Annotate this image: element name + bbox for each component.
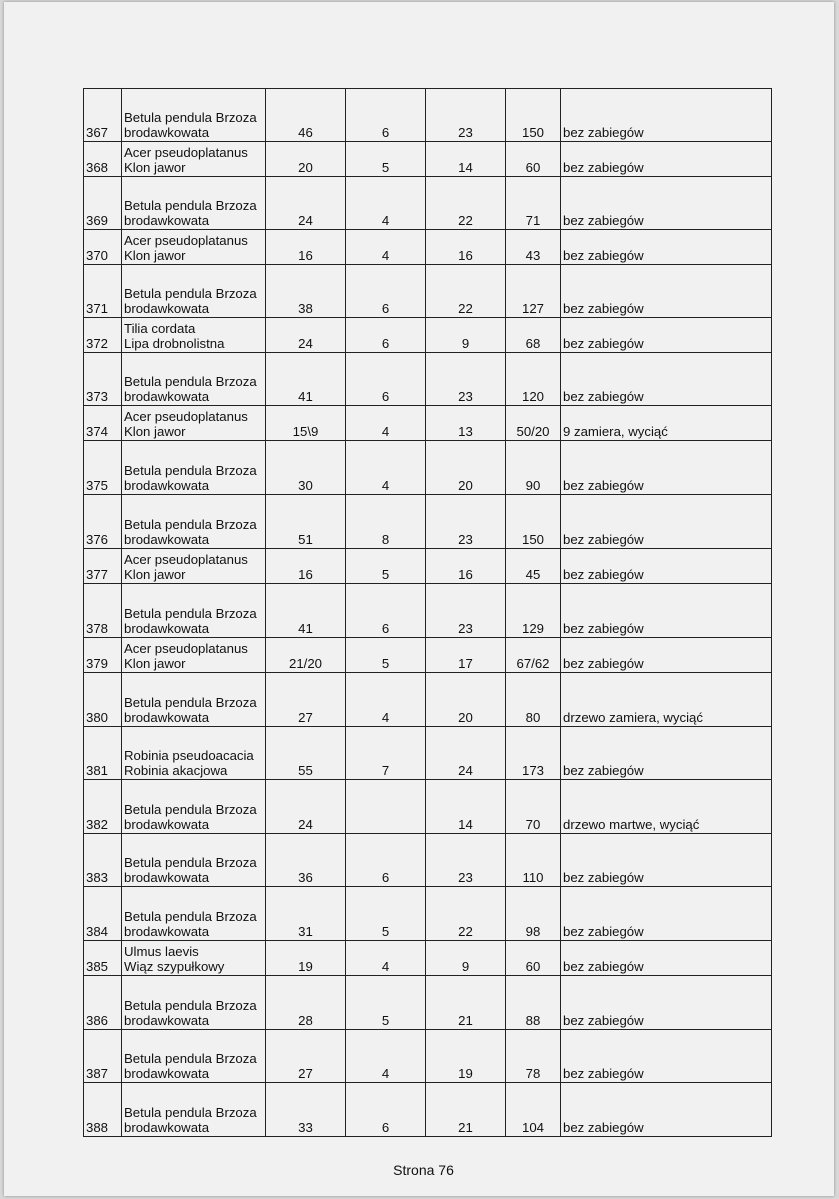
trunk-circumference-cell: 55 bbox=[266, 727, 346, 780]
table-row bbox=[84, 673, 772, 727]
trunk-circumference-cell: 15\9 bbox=[266, 406, 346, 441]
perimeter-value-cell: 110 bbox=[506, 834, 561, 887]
table-row bbox=[84, 1030, 772, 1083]
species-polish-name: brodawkowata bbox=[124, 125, 210, 140]
trunk-circumference-cell: 19 bbox=[266, 941, 346, 976]
species-cell bbox=[122, 1030, 266, 1083]
species-cell bbox=[122, 638, 266, 673]
page-number: Strona 76 bbox=[393, 1162, 454, 1178]
perimeter-value-cell: 45 bbox=[506, 549, 561, 584]
species-cell bbox=[122, 780, 266, 834]
crown-diameter-cell: 23 bbox=[426, 584, 506, 638]
treatment-note-cell: 9 zamiera, wyciąć bbox=[561, 406, 772, 441]
tree-height-cell: 6 bbox=[346, 318, 426, 353]
perimeter-value-cell: 173 bbox=[506, 727, 561, 780]
tree-height-cell: 5 bbox=[346, 976, 426, 1030]
trunk-circumference-cell: 20 bbox=[266, 142, 346, 177]
tree-inventory-table bbox=[83, 88, 772, 1137]
species-polish-name: brodawkowata bbox=[124, 213, 210, 228]
species-cell bbox=[122, 1083, 266, 1137]
treatment-note-cell: bez zabiegów bbox=[561, 318, 772, 353]
perimeter-value-cell: 60 bbox=[506, 142, 561, 177]
table-row bbox=[84, 941, 772, 976]
species-polish-name: brodawkowata bbox=[124, 621, 210, 636]
perimeter-value-cell: 60 bbox=[506, 941, 561, 976]
perimeter-value-cell: 88 bbox=[506, 976, 561, 1030]
tree-number-cell: 387 bbox=[84, 1030, 122, 1083]
treatment-note-cell: bez zabiegów bbox=[561, 1030, 772, 1083]
tree-number-cell: 388 bbox=[84, 1083, 122, 1137]
species-latin-name: Acer pseudoplatanus bbox=[124, 552, 248, 567]
perimeter-value-cell: 67/62 bbox=[506, 638, 561, 673]
tree-height-cell: 6 bbox=[346, 353, 426, 406]
species-latin-name: Betula pendula Brzoza bbox=[124, 606, 257, 621]
table-row bbox=[84, 265, 772, 318]
treatment-note-cell: bez zabiegów bbox=[561, 177, 772, 230]
trunk-circumference-cell: 27 bbox=[266, 673, 346, 727]
table-row bbox=[84, 1083, 772, 1137]
species-polish-name: Klon jawor bbox=[124, 567, 186, 582]
species-polish-name: brodawkowata bbox=[124, 389, 210, 404]
trunk-circumference-cell: 31 bbox=[266, 887, 346, 941]
species-cell bbox=[122, 230, 266, 265]
tree-height-cell: 4 bbox=[346, 230, 426, 265]
treatment-note-cell: bez zabiegów bbox=[561, 584, 772, 638]
tree-height-cell: 6 bbox=[346, 1083, 426, 1137]
tree-height-cell: 5 bbox=[346, 638, 426, 673]
species-latin-name: Betula pendula Brzoza bbox=[124, 286, 257, 301]
species-cell bbox=[122, 727, 266, 780]
table-row bbox=[84, 353, 772, 406]
tree-height-cell: 6 bbox=[346, 834, 426, 887]
treatment-note-cell: bez zabiegów bbox=[561, 265, 772, 318]
species-polish-name: brodawkowata bbox=[124, 924, 210, 939]
table-row bbox=[84, 887, 772, 941]
perimeter-value-cell: 68 bbox=[506, 318, 561, 353]
trunk-circumference-cell: 30 bbox=[266, 441, 346, 495]
crown-diameter-cell: 9 bbox=[426, 318, 506, 353]
table-row bbox=[84, 318, 772, 353]
table-row bbox=[84, 89, 772, 142]
crown-diameter-cell: 13 bbox=[426, 406, 506, 441]
species-cell bbox=[122, 177, 266, 230]
treatment-note-cell: bez zabiegów bbox=[561, 638, 772, 673]
species-polish-name: brodawkowata bbox=[124, 817, 210, 832]
crown-diameter-cell: 24 bbox=[426, 727, 506, 780]
tree-number-cell: 378 bbox=[84, 584, 122, 638]
treatment-note-cell: bez zabiegów bbox=[561, 887, 772, 941]
treatment-note-cell: bez zabiegów bbox=[561, 549, 772, 584]
treatment-note-cell: bez zabiegów bbox=[561, 441, 772, 495]
trunk-circumference-cell: 21/20 bbox=[266, 638, 346, 673]
crown-diameter-cell: 14 bbox=[426, 142, 506, 177]
species-polish-name: brodawkowata bbox=[124, 1066, 210, 1081]
perimeter-value-cell: 90 bbox=[506, 441, 561, 495]
species-latin-name: Betula pendula Brzoza bbox=[124, 463, 257, 478]
table-row bbox=[84, 230, 772, 265]
crown-diameter-cell: 20 bbox=[426, 441, 506, 495]
crown-diameter-cell: 20 bbox=[426, 673, 506, 727]
crown-diameter-cell: 23 bbox=[426, 89, 506, 142]
trunk-circumference-cell: 36 bbox=[266, 834, 346, 887]
table-row bbox=[84, 780, 772, 834]
species-cell bbox=[122, 976, 266, 1030]
trunk-circumference-cell: 28 bbox=[266, 976, 346, 1030]
table-row bbox=[84, 584, 772, 638]
species-cell bbox=[122, 941, 266, 976]
perimeter-value-cell: 78 bbox=[506, 1030, 561, 1083]
crown-diameter-cell: 19 bbox=[426, 1030, 506, 1083]
perimeter-value-cell: 120 bbox=[506, 353, 561, 406]
tree-number-cell: 376 bbox=[84, 495, 122, 549]
species-cell bbox=[122, 142, 266, 177]
trunk-circumference-cell: 16 bbox=[266, 549, 346, 584]
tree-number-cell: 385 bbox=[84, 941, 122, 976]
species-polish-name: Klon jawor bbox=[124, 424, 186, 439]
species-latin-name: Acer pseudoplatanus bbox=[124, 409, 248, 424]
table-row bbox=[84, 834, 772, 887]
crown-diameter-cell: 9 bbox=[426, 941, 506, 976]
trunk-circumference-cell: 16 bbox=[266, 230, 346, 265]
table-row bbox=[84, 727, 772, 780]
treatment-note-cell: bez zabiegów bbox=[561, 495, 772, 549]
document-page bbox=[4, 2, 834, 1196]
tree-number-cell: 374 bbox=[84, 406, 122, 441]
table-row bbox=[84, 976, 772, 1030]
species-cell bbox=[122, 673, 266, 727]
tree-height-cell: 6 bbox=[346, 89, 426, 142]
tree-height-cell: 4 bbox=[346, 177, 426, 230]
tree-number-cell: 367 bbox=[84, 89, 122, 142]
species-polish-name: brodawkowata bbox=[124, 532, 210, 547]
crown-diameter-cell: 23 bbox=[426, 353, 506, 406]
tree-number-cell: 373 bbox=[84, 353, 122, 406]
table-row bbox=[84, 142, 772, 177]
perimeter-value-cell: 50/20 bbox=[506, 406, 561, 441]
tree-number-cell: 368 bbox=[84, 142, 122, 177]
tree-height-cell: 6 bbox=[346, 265, 426, 318]
tree-number-cell: 370 bbox=[84, 230, 122, 265]
crown-diameter-cell: 16 bbox=[426, 230, 506, 265]
species-polish-name: brodawkowata bbox=[124, 870, 210, 885]
trunk-circumference-cell: 24 bbox=[266, 780, 346, 834]
tree-number-cell: 382 bbox=[84, 780, 122, 834]
tree-number-cell: 384 bbox=[84, 887, 122, 941]
species-cell bbox=[122, 887, 266, 941]
species-polish-name: brodawkowata bbox=[124, 1120, 210, 1135]
species-latin-name: Ulmus laevis bbox=[124, 944, 199, 959]
perimeter-value-cell: 43 bbox=[506, 230, 561, 265]
species-latin-name: Acer pseudoplatanus bbox=[124, 233, 248, 248]
trunk-circumference-cell: 38 bbox=[266, 265, 346, 318]
tree-height-cell: 4 bbox=[346, 673, 426, 727]
species-cell bbox=[122, 353, 266, 406]
treatment-note-cell: bez zabiegów bbox=[561, 142, 772, 177]
treatment-note-cell: bez zabiegów bbox=[561, 1083, 772, 1137]
trunk-circumference-cell: 46 bbox=[266, 89, 346, 142]
species-polish-name: Lipa drobnolistna bbox=[124, 336, 225, 351]
species-cell bbox=[122, 406, 266, 441]
species-latin-name: Betula pendula Brzoza bbox=[124, 802, 257, 817]
crown-diameter-cell: 22 bbox=[426, 177, 506, 230]
tree-height-cell: 6 bbox=[346, 584, 426, 638]
table-row bbox=[84, 549, 772, 584]
species-cell bbox=[122, 318, 266, 353]
perimeter-value-cell: 80 bbox=[506, 673, 561, 727]
species-cell bbox=[122, 89, 266, 142]
tree-number-cell: 380 bbox=[84, 673, 122, 727]
treatment-note-cell: drzewo zamiera, wyciąć bbox=[561, 673, 772, 727]
species-latin-name: Acer pseudoplatanus bbox=[124, 145, 248, 160]
crown-diameter-cell: 21 bbox=[426, 976, 506, 1030]
tree-height-cell: 4 bbox=[346, 941, 426, 976]
perimeter-value-cell: 129 bbox=[506, 584, 561, 638]
tree-height-cell: 4 bbox=[346, 1030, 426, 1083]
table-row bbox=[84, 638, 772, 673]
species-cell bbox=[122, 834, 266, 887]
species-latin-name: Betula pendula Brzoza bbox=[124, 110, 257, 125]
tree-height-cell: 7 bbox=[346, 727, 426, 780]
perimeter-value-cell: 150 bbox=[506, 495, 561, 549]
perimeter-value-cell: 70 bbox=[506, 780, 561, 834]
perimeter-value-cell: 98 bbox=[506, 887, 561, 941]
tree-number-cell: 379 bbox=[84, 638, 122, 673]
species-polish-name: brodawkowata bbox=[124, 301, 210, 316]
tree-number-cell: 386 bbox=[84, 976, 122, 1030]
crown-diameter-cell: 16 bbox=[426, 549, 506, 584]
perimeter-value-cell: 127 bbox=[506, 265, 561, 318]
tree-height-cell: 5 bbox=[346, 142, 426, 177]
trunk-circumference-cell: 24 bbox=[266, 318, 346, 353]
species-latin-name: Betula pendula Brzoza bbox=[124, 1105, 257, 1120]
species-latin-name: Acer pseudoplatanus bbox=[124, 641, 248, 656]
tree-number-cell: 369 bbox=[84, 177, 122, 230]
crown-diameter-cell: 21 bbox=[426, 1083, 506, 1137]
trunk-circumference-cell: 27 bbox=[266, 1030, 346, 1083]
treatment-note-cell: bez zabiegów bbox=[561, 230, 772, 265]
crown-diameter-cell: 23 bbox=[426, 495, 506, 549]
trunk-circumference-cell: 24 bbox=[266, 177, 346, 230]
table-row bbox=[84, 406, 772, 441]
species-latin-name: Betula pendula Brzoza bbox=[124, 909, 257, 924]
species-polish-name: brodawkowata bbox=[124, 1013, 210, 1028]
tree-height-cell: 4 bbox=[346, 441, 426, 495]
perimeter-value-cell: 71 bbox=[506, 177, 561, 230]
tree-number-cell: 381 bbox=[84, 727, 122, 780]
species-latin-name: Betula pendula Brzoza bbox=[124, 517, 257, 532]
species-polish-name: Wiąz szypułkowy bbox=[124, 959, 225, 974]
tree-height-cell: 8 bbox=[346, 495, 426, 549]
species-cell bbox=[122, 495, 266, 549]
treatment-note-cell: drzewo martwe, wyciąć bbox=[561, 780, 772, 834]
crown-diameter-cell: 23 bbox=[426, 834, 506, 887]
crown-diameter-cell: 14 bbox=[426, 780, 506, 834]
species-polish-name: Klon jawor bbox=[124, 248, 186, 263]
species-cell bbox=[122, 584, 266, 638]
species-latin-name: Robinia pseudoacacia bbox=[124, 748, 254, 763]
crown-diameter-cell: 22 bbox=[426, 887, 506, 941]
tree-number-cell: 377 bbox=[84, 549, 122, 584]
species-latin-name: Tilia cordata bbox=[124, 321, 196, 336]
tree-number-cell: 383 bbox=[84, 834, 122, 887]
trunk-circumference-cell: 51 bbox=[266, 495, 346, 549]
species-latin-name: Betula pendula Brzoza bbox=[124, 374, 257, 389]
species-polish-name: Klon jawor bbox=[124, 656, 186, 671]
tree-number-cell: 375 bbox=[84, 441, 122, 495]
species-latin-name: Betula pendula Brzoza bbox=[124, 855, 257, 870]
table-row bbox=[84, 495, 772, 549]
treatment-note-cell: bez zabiegów bbox=[561, 941, 772, 976]
tree-height-cell: 5 bbox=[346, 549, 426, 584]
trunk-circumference-cell: 33 bbox=[266, 1083, 346, 1137]
species-latin-name: Betula pendula Brzoza bbox=[124, 695, 257, 710]
species-latin-name: Betula pendula Brzoza bbox=[124, 198, 257, 213]
trunk-circumference-cell: 41 bbox=[266, 353, 346, 406]
tree-height-cell: 4 bbox=[346, 406, 426, 441]
treatment-note-cell: bez zabiegów bbox=[561, 89, 772, 142]
tree-number-cell: 372 bbox=[84, 318, 122, 353]
species-polish-name: Klon jawor bbox=[124, 160, 186, 175]
table-body bbox=[84, 89, 772, 1137]
table-row bbox=[84, 441, 772, 495]
species-cell bbox=[122, 441, 266, 495]
perimeter-value-cell: 150 bbox=[506, 89, 561, 142]
treatment-note-cell: bez zabiegów bbox=[561, 834, 772, 887]
species-latin-name: Betula pendula Brzoza bbox=[124, 1051, 257, 1066]
crown-diameter-cell: 17 bbox=[426, 638, 506, 673]
trunk-circumference-cell: 41 bbox=[266, 584, 346, 638]
tree-height-cell bbox=[346, 780, 426, 834]
treatment-note-cell: bez zabiegów bbox=[561, 353, 772, 406]
species-polish-name: Robinia akacjowa bbox=[124, 763, 228, 778]
treatment-note-cell: bez zabiegów bbox=[561, 727, 772, 780]
species-latin-name: Betula pendula Brzoza bbox=[124, 998, 257, 1013]
table-row bbox=[84, 177, 772, 230]
species-polish-name: brodawkowata bbox=[124, 710, 210, 725]
tree-height-cell: 5 bbox=[346, 887, 426, 941]
treatment-note-cell: bez zabiegów bbox=[561, 976, 772, 1030]
perimeter-value-cell: 104 bbox=[506, 1083, 561, 1137]
species-cell bbox=[122, 265, 266, 318]
species-cell bbox=[122, 549, 266, 584]
crown-diameter-cell: 22 bbox=[426, 265, 506, 318]
species-polish-name: brodawkowata bbox=[124, 478, 210, 493]
tree-number-cell: 371 bbox=[84, 265, 122, 318]
